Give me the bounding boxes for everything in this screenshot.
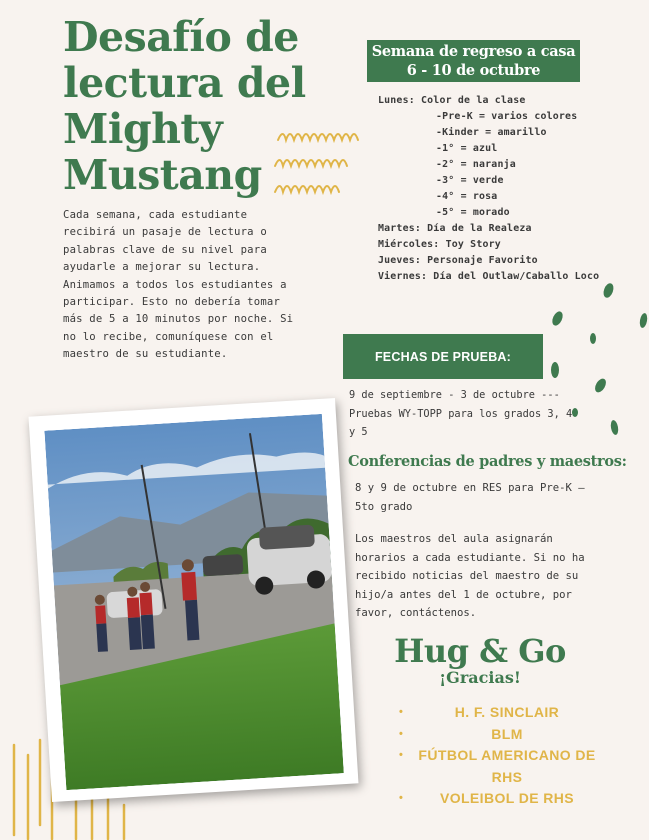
- monday-item: Lunes: Color de la clase: [378, 95, 526, 106]
- title-line: Mustang: [63, 151, 262, 199]
- test-dates-heading: FECHAS DE PRUEBA:: [343, 334, 543, 379]
- title-line: Mighty: [63, 105, 223, 153]
- grade-color: -5° = morado: [436, 207, 510, 218]
- sponsor-list: [395, 702, 605, 810]
- test-dates-text: 9 de septiembre - 3 de octubre --- Pruebas WY-TOPP para los grados 3, 4 y 5: [349, 389, 573, 438]
- grade-color: -1° = azul: [436, 143, 498, 154]
- sponsor-item: • H. F. SINCLAIR: [395, 702, 605, 724]
- parking-lot-scene: [44, 414, 343, 790]
- thanks-text: ¡Gracias!: [439, 668, 521, 687]
- sponsor-item: • BLM: [395, 724, 605, 746]
- grade-color: -4° = rosa: [436, 191, 498, 202]
- tuesday-item: Martes: Día de la Realeza: [378, 223, 532, 234]
- title-line: Desafío de: [63, 13, 299, 61]
- conferences-heading: Conferencias de padres y maestros:: [348, 453, 627, 470]
- sponsor-item: • FÚTBOL AMERICANO DE RHS: [395, 745, 605, 788]
- homecoming-heading: [367, 40, 580, 82]
- conferences-note: Los maestros del aula asignarán horarios a cada estudiante. Si no ha recibido noticias del maestro de su hijo/a antes del 1 de octubre, por favor, contáctenos.: [355, 533, 585, 619]
- grade-color: -2° = naranja: [436, 159, 516, 170]
- wednesday-item: Miércoles: Toy Story: [378, 239, 501, 250]
- squiggle-decoration: [270, 118, 380, 203]
- sponsor-item: • VOLEIBOL DE RHS: [395, 788, 605, 810]
- hug-and-go-title: Hug & Go: [394, 632, 566, 670]
- friday-item: Viernes: Día del Outlaw/Caballo Loco: [378, 271, 600, 282]
- title-line: lectura del: [63, 59, 306, 107]
- intro-paragraph: Cada semana, cada estudiante recibirá un pasaje de lectura o palabras clave de su nivel para ayudarle a mejorar su lectura. Animamos a todos los estudiantes a participar. Esto no debería tomar más de 5 a 10 minutos por noche. Si no lo recibe, comuníquese con el maestro de su estudiante.: [63, 209, 294, 361]
- homecoming-title: Semana de regreso a casa: [371, 43, 576, 60]
- homecoming-dates: 6 - 10 de octubre: [406, 62, 541, 79]
- conferences-dates: 8 y 9 de octubre en RES para Pre-K – 5to grado: [355, 482, 585, 513]
- grade-color: -Kinder = amarillo: [436, 127, 547, 138]
- grade-color: -Pre-K = varios colores: [436, 111, 578, 122]
- event-photo: [29, 398, 359, 802]
- homecoming-schedule: [378, 93, 608, 285]
- thursday-item: Jueves: Personaje Favorito: [378, 255, 538, 266]
- grade-color: -3° = verde: [436, 175, 504, 186]
